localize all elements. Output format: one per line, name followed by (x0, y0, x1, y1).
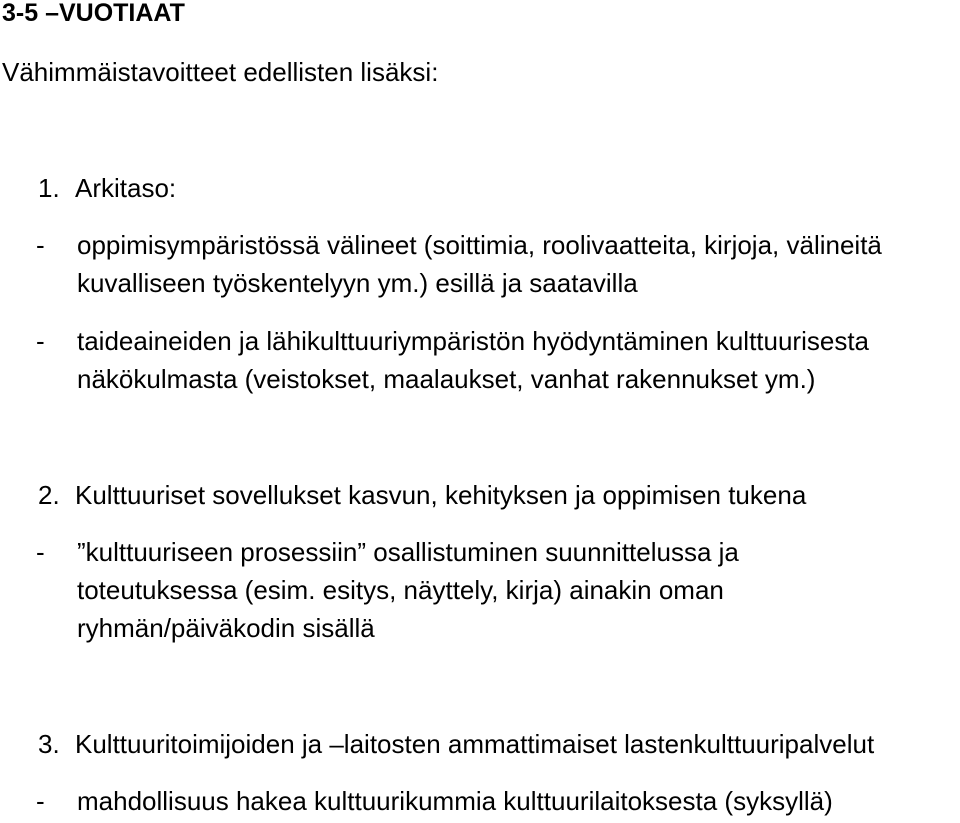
bullet-dash: - (36, 326, 45, 356)
section-number: 3. (38, 729, 60, 759)
list-item-line: taideaineiden ja lähikulttuuriympäristön hyödyntäminen kulttuurisesta (77, 326, 870, 356)
list-item-line: ryhmän/päiväkodin sisällä (77, 613, 375, 643)
list-item-line: oppimisympäristössä välineet (soittimia, roolivaatteita, kirjoja, välineitä (77, 230, 882, 260)
bullet-dash: - (36, 786, 45, 816)
section-2-heading (38, 480, 806, 510)
section-title: Arkitaso: (75, 173, 177, 203)
section-number: 2. (38, 480, 60, 510)
list-item-line: mahdollisuus hakea kulttuurikummia kulttuurilaitoksesta (syksyllä) (77, 786, 833, 816)
section-number: 1. (38, 173, 60, 203)
list-item-line: näkökulmasta (veistokset, maalaukset, vanhat rakennukset ym.) (77, 364, 816, 394)
list-item-line: kuvalliseen työskentelyyn ym.) esillä ja saatavilla (77, 268, 638, 298)
list-item-line: toteutuksessa (esim. esitys, näyttely, kirja) ainakin oman (77, 575, 724, 605)
page-subheading: Vähimmäistavoitteet edellisten lisäksi: (2, 57, 439, 87)
list-item-line: ”kulttuuriseen prosessiin” osallistuminen suunnittelussa ja (77, 537, 739, 567)
bullet-dash: - (36, 537, 45, 567)
bullet-dash: - (36, 230, 45, 260)
section-title: Kulttuuriset sovellukset kasvun, kehityksen ja oppimisen tukena (75, 480, 807, 510)
section-3-heading (38, 729, 874, 759)
section-1-heading (38, 173, 176, 203)
page-heading: 3-5 –VUOTIAAT (2, 0, 185, 27)
section-title: Kulttuuritoimijoiden ja –laitosten ammattimaiset lastenkulttuuripalvelut (75, 729, 875, 759)
